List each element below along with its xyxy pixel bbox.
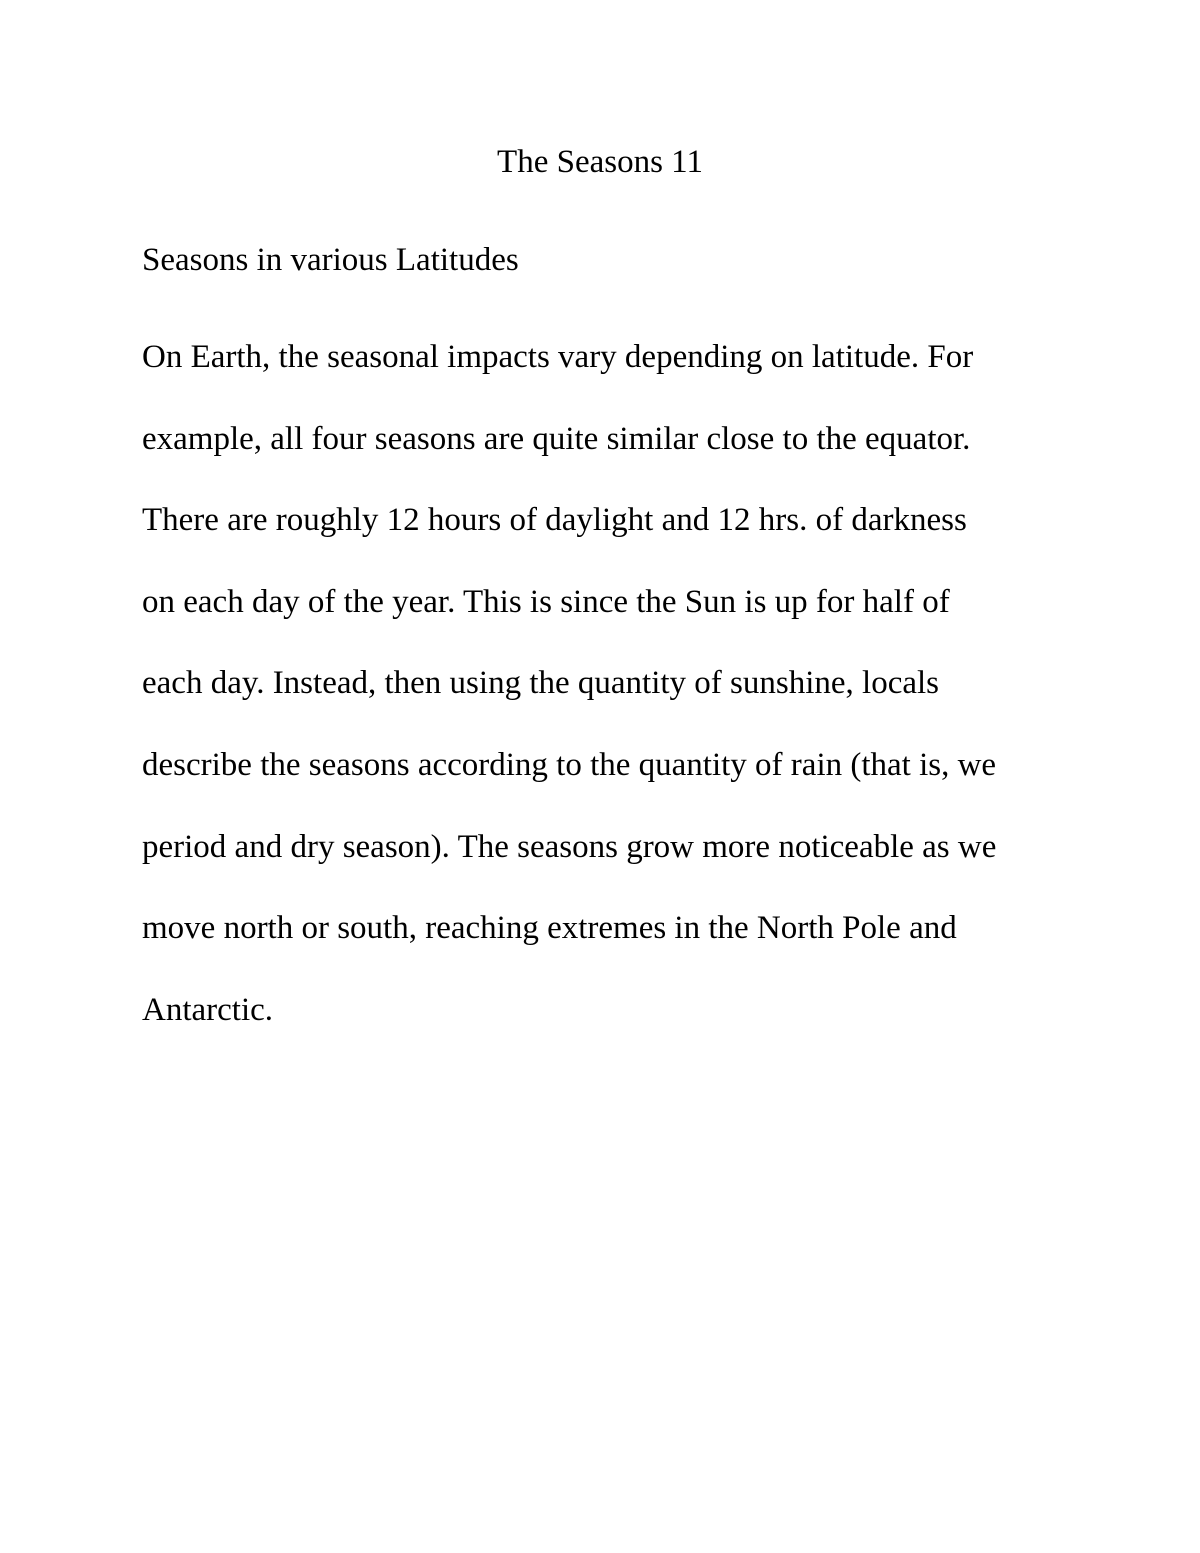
paragraph-line: period and dry season). The seasons grow more noticeable as we xyxy=(142,828,997,865)
paragraph-line: Antarctic. xyxy=(142,991,274,1028)
body-paragraph xyxy=(142,333,1102,1067)
paragraph-line: on each day of the year. This is since the Sun is up for half of xyxy=(142,583,950,620)
section-heading: Seasons in various Latitudes xyxy=(142,242,519,278)
paragraph-line: each day. Instead, then using the quantity of sunshine, locals xyxy=(142,665,939,702)
paragraph-line: move north or south, reaching extremes in the North Pole and xyxy=(142,910,957,947)
paragraph-line: There are roughly 12 hours of daylight and 12 hrs. of darkness xyxy=(142,502,967,539)
running-header: The Seasons 11 xyxy=(497,144,703,180)
paragraph-line: On Earth, the seasonal impacts vary depending on latitude. For xyxy=(142,339,974,375)
paragraph-line: describe the seasons according to the quantity of rain (that is, we xyxy=(142,746,997,783)
paragraph-line: example, all four seasons are quite similar close to the equator. xyxy=(142,420,971,457)
